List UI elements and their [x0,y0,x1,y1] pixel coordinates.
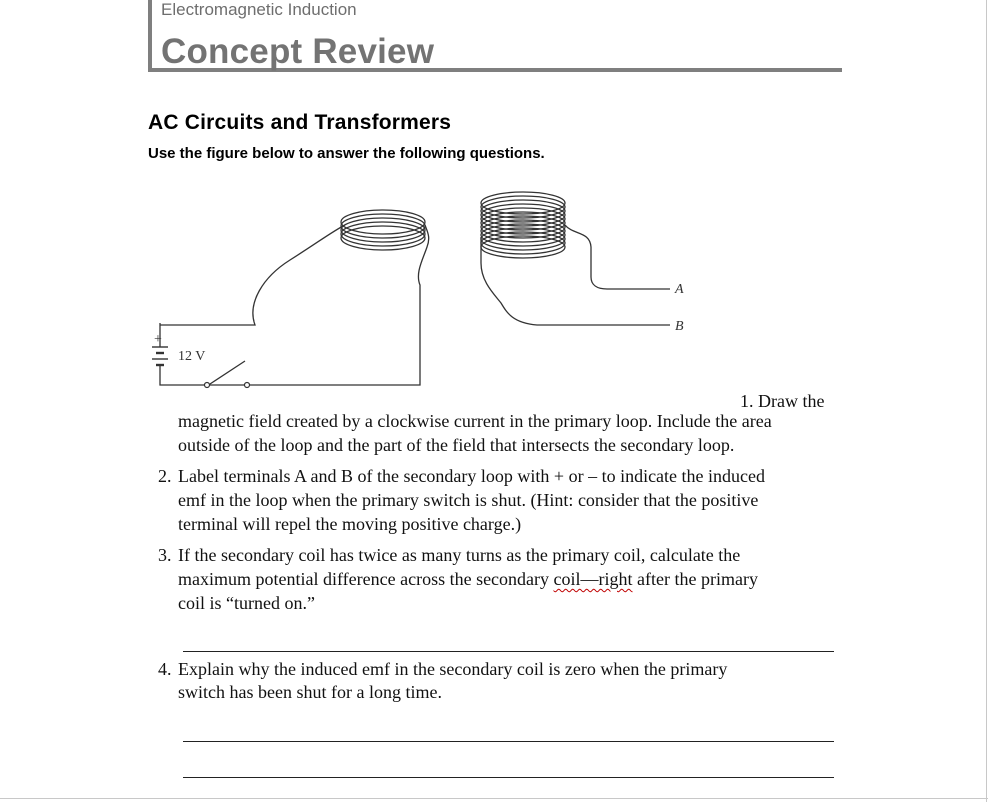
question-3-text: maximum potential difference across the secondary [178,569,554,589]
question-4-line: Explain why the induced emf in the secondary coil is zero when the primary [178,659,728,679]
question-1-line: magnetic field created by a clockwise current in the primary loop. Include the area [178,411,772,431]
terminal-a-label: A [675,282,684,297]
transformer-figure [145,185,705,395]
secondary-lead-b [481,237,670,325]
page-edge-bottom [0,798,988,799]
question-3-number: 3. [158,545,172,565]
secondary-lead-a [565,225,670,289]
primary-wire-bottom [160,365,207,385]
svg-text:+: + [154,332,162,347]
question-1-number: 1. [740,391,754,411]
switch-contact-right [245,383,250,388]
question-3-line: If the secondary coil has twice as many turns as the primary coil, calculate the [178,545,741,565]
terminal-b-label: B [675,319,684,334]
section-heading: AC Circuits and Transformers [148,111,452,134]
question-3-line [178,567,758,591]
answer-line-q4 [183,777,834,778]
primary-wire-top [160,225,345,325]
question-2-line: Label terminals A and B of the secondary loop with + or – to indicate the induced [178,466,766,486]
question-2-line: emf in the loop when the primary switch is shut. (Hint: consider that the positive [178,490,759,510]
question-3-text: after the primary [632,569,758,589]
question-1-lead: Draw the [758,391,825,411]
spellcheck-flagged-word[interactable]: coil—right [553,569,633,589]
question-1-line: outside of the loop and the part of the field that intersects the secondary loop. [178,435,735,455]
secondary-coil [481,192,565,258]
instructions: Use the figure below to answer the following questions. [148,145,545,162]
subject-label: Electromagnetic Induction [161,0,357,19]
page-edge-right [986,0,987,802]
primary-coil [341,210,425,250]
switch-blade [207,361,245,385]
battery-label: 12 V [178,349,206,364]
page-title: Concept Review [161,32,435,71]
answer-line-q4 [183,741,834,742]
question-2-number: 2. [158,466,172,486]
battery-symbol [152,347,168,365]
switch-contact-left [205,383,210,388]
question-3-line: coil is “turned on.” [178,593,315,613]
answer-line-q3 [183,651,834,652]
question-4-number: 4. [158,659,172,679]
question-4-line: switch has been shut for a long time. [178,682,442,702]
question-2-line: terminal will repel the moving positive charge.) [178,514,522,534]
